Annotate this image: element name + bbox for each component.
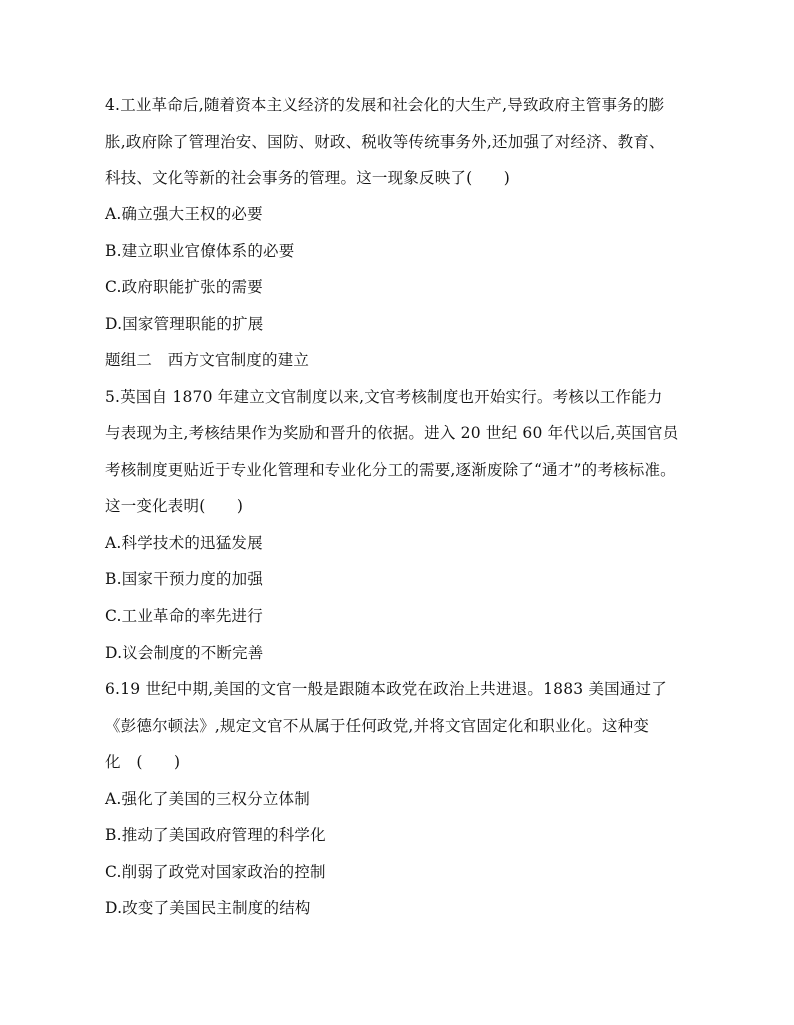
q5-stem-line-1: 5.英国自 1870 年建立文官制度以来,文官考核制度也开始实行。考核以工作能力 (105, 388, 663, 406)
q4-option-d: D.国家管理职能的扩展 (105, 315, 264, 333)
q5-option-a: A.科学技术的迅猛发展 (105, 534, 263, 552)
q5-stem-line-4: 这一变化表明( ) (105, 497, 244, 515)
q5-stem-line-2: 与表现为主,考核结果作为奖励和晋升的依据。进入 20 世纪 60 年代以后,英国官员 (105, 424, 679, 442)
q6-stem-line-3: 化 ( ) (105, 753, 181, 771)
q5-option-b: B.国家干预力度的加强 (105, 570, 264, 588)
q4-stem-line-3: 科技、文化等新的社会事务的管理。这一现象反映了( ) (105, 169, 510, 187)
q6-option-b: B.推动了美国政府管理的科学化 (105, 826, 326, 844)
q4-option-a: A.确立强大王权的必要 (105, 205, 263, 223)
q6-option-d: D.改变了美国民主制度的结构 (105, 899, 311, 917)
q6-option-c: C.削弱了政党对国家政治的控制 (105, 863, 326, 881)
q4-option-c: C.政府职能扩张的需要 (105, 278, 263, 296)
q4-option-b: B.建立职业官僚体系的必要 (105, 242, 295, 260)
q5-stem-line-3: 考核制度更贴近于专业化管理和专业化分工的需要,逐渐废除了“通才”的考核标准。 (105, 461, 676, 479)
q6-stem-line-1: 6.19 世纪中期,美国的文官一般是跟随本政党在政治上共进退。1883 美国通过了 (105, 680, 667, 698)
q5-option-d: D.议会制度的不断完善 (105, 644, 264, 662)
q5-option-c: C.工业革命的率先进行 (105, 607, 263, 625)
q4-stem-line-2: 胀,政府除了管理治安、国防、财政、税收等传统事务外,还加强了对经济、教育、 (105, 133, 665, 151)
q6-option-a: A.强化了美国的三权分立体制 (105, 790, 310, 808)
q6-stem-line-2: 《彭德尔顿法》,规定文官不从属于任何政党,并将文官固定化和职业化。这种变 (105, 717, 650, 735)
q4-stem-line-1: 4.工业革命后,随着资本主义经济的发展和社会化的大生产,导致政府主管事务的膨 (105, 96, 665, 114)
section-heading: 题组二 西方文官制度的建立 (105, 351, 310, 369)
